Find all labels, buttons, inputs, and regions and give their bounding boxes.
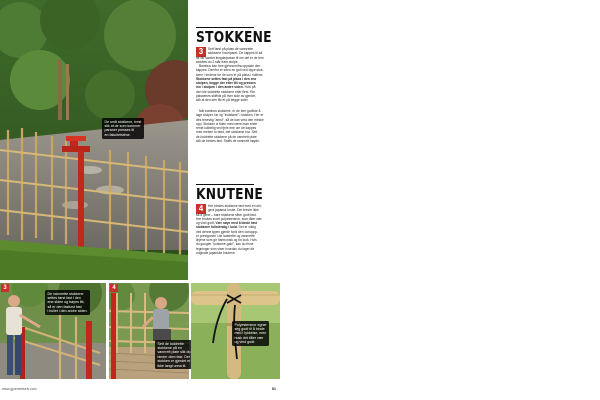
body-line: gent japansk knute. Det krever ikke [208,208,259,213]
body-line: og vind godt. [196,221,215,225]
body-line: de får samlet lengde/passe til om det er de fem [196,55,264,60]
step-3-photo-badge: 3 [1,284,9,292]
body-line: Bambus kan fore gjennom/fra oppside den [199,64,261,68]
body-line: Her bindes stokkene fast med en stri- [208,204,262,208]
body-line-bold: inn i stolpen i den andre siden. [196,85,244,90]
main-garden-illustration [0,0,188,280]
step-3-badge: 3 [196,47,206,57]
section-stokkene-paragraph-2 [196,109,282,143]
body-line: med meben to tedd, det stokkene har. Sett [196,130,258,135]
body-line: stokkes du 2 står fram stolpe. [196,59,239,64]
body-line: den ide loddrette stokkene etter flest. Ete [196,89,256,94]
body-line: kappes. Den/for er sden en god ved dype stok- [196,68,264,73]
body-line: slik at den den får et på begge sider. [196,98,249,102]
body-line: plassenes skiftvis på hver side av gjerdet, [196,93,256,98]
body-line: rente lubbelig ved fjele ene om de kappes [196,126,257,130]
body-line-bold: Stokkene settes fast på plass i den ene [196,76,257,81]
body-line-bold: Vær nøye med å binde fast [215,221,257,225]
body-line: Når bambus stokkene, er de tem godtide å [199,109,261,113]
body-line-bold: stolpen, begge der etter litt og presses [196,81,256,85]
step-3-photo-caption: De vannrette stokkene settes først fast i den ene siden og bøyes litt, så er den fastlost fast i hullet i den andre siden. [45,290,90,315]
section-knutene-paragraph-1 [196,204,282,255]
body-line: så å gene – bare stokkene sitter godt fast. [196,212,257,217]
body-line: du googler "yotsume-gaki", kan du finne [196,242,254,247]
body-line: de loddrette stokkene på de vannrett plate [196,134,257,139]
body-line: des tenestig "amst", så de kan vera den meske [196,117,264,122]
main-photo-caption: De små stokkene, trest slik at de som kommer paraner presses til en fakultetstime. [102,118,144,139]
body-line: linjene som gir harmonisk og fin look. Hvis [196,238,257,242]
body-line: originale japanske knutene. [196,250,236,255]
body-line: lage stolper, tar og "kvilstøne" i stokken. Her er [196,113,264,118]
step-4-badge: 4 [196,204,206,214]
section-stokkene-heading: STOKKENE [196,28,272,46]
step-4-photo-badge: 4 [110,284,118,292]
footer-url: www.gjoerdetselv.com [2,387,37,391]
section-stokkene-paragraph-1 [196,47,282,102]
body-line: ved denne typen gjerde fordi den var/oppp- [196,229,259,234]
body-line: opp. Stokken vi tiden med være man ende [196,121,258,126]
body-line: tegninger som viser hvordan du lager de [196,246,255,251]
body-line: Sett farst på plass de vannrette [208,47,253,51]
body-line: Her brukes svart polyestersnor, som tåler vær [196,216,262,221]
main-garden-photo [0,0,188,280]
body-line: er prestgonen i de loddrette og vannrette [196,233,255,238]
body-line: Hvis på [244,85,256,90]
body-line-bold: stokkene fullstendig i kold. [196,225,238,230]
body-line: kene i endene for de som er på plass i hullene. [196,72,264,77]
body-line: slik de bindes fast. Stoffs de vannrett høyde. [196,138,260,143]
section-knutene-heading: KNUTENE [196,185,264,203]
page-number: 81 [272,387,276,391]
step-4-photo-caption: Sett de loddrette stokkene på en vannrett plate slik du binder dem fast. Der stokken er gjerdet er ikke langt unna til. [155,340,193,369]
body-line: Det er viktig [238,225,256,230]
body-line: stokkene i teoriparet. De kappes til så [208,51,263,56]
knot-photo-caption: Polyestersnor egner seg godt til å binde med i tykkelse, men husk det tåler vær og vind godt. [232,321,269,346]
